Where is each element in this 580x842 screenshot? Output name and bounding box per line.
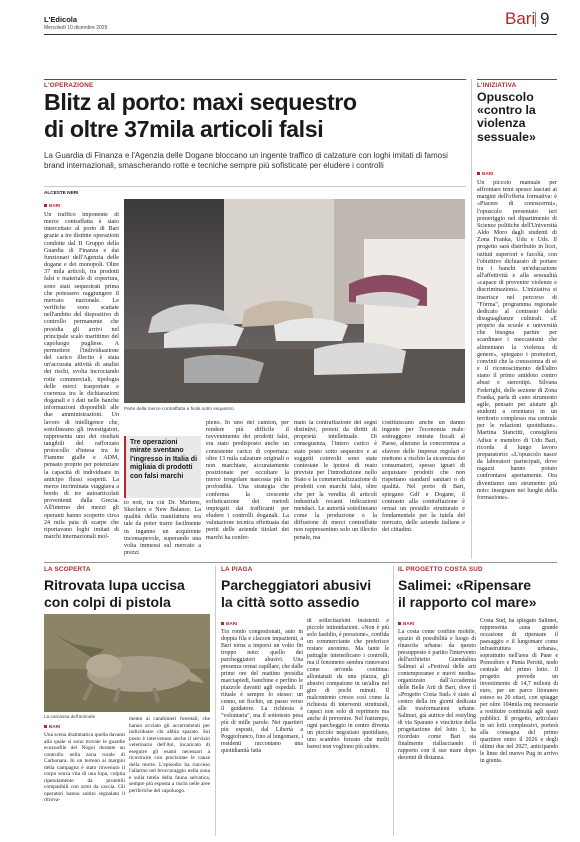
salimei-section-label: IL PROGETTO COSTA SUD <box>398 566 483 573</box>
masthead-divider <box>535 12 536 27</box>
sidebar-divider <box>471 79 472 559</box>
salimei-title <box>398 577 557 610</box>
main-headline-line1: Blitz al porto: maxi sequestro <box>44 89 357 115</box>
main-col4: mato la contraffazione dei segni distintivi, proteti da diritti di proprietà intellettuale. Di conseguenza, l'intero carico è stato posto sotto sequestro e ai soggetti coinvolti sono state contestate le ipotesi di reato previste per l'introduzione nello Stato e la commercializzazione di prodotti con marchi falsi, oltre che per la vendita di articoli industriali recanti indicazioni mendaci. Le autorità sottolineano come la produzione e la diffusione di merci contraffatte non rappresentino solo un illecito penale, ma <box>294 420 377 541</box>
sidebar-location: BARI <box>477 171 493 176</box>
main-col1: Un traffico imponente di merce contraffatta è stato intercettato al porto di Bari grazie a tre distinte operazioni condotte dal II Gruppo della Guardia di Finanza e dai funzionari dell'Agenzia delle dogane e dei monopoli. Oltre 37 mila articoli, tra prodotti falsi e materiale di copertura, sono stati sequestrati prima che potessero raggiungere il mercato nazionale. Le verifiche sono scattate nell'ambito del dispositivo di controllo permanente che presidia gli arrivi nel principale scalo marittimo del capoluogo pugliese. A permettere l'individuazione del carico illecito è stata un'accurata attività di analisi dei rischi, svolta incrociando rotte commerciali, tipologia delle merci trasportate e coerenza tra le dichiarazioni doganali e i dati nelle banche informazioni disponibili alle due amministrazioni. Un lavoro di intelligence che, sottolineano gli investigatori, rappresenta uno dei risultati tangibili del rafforzato protocollo d'intesa tra le Fiamme gialle e ADM, pensato proprio per potenziare la capacità di individuare in anticipo flussi sospetti. La merce incriminata viaggiava a bordo di tre autoarticolati provenienti dalla Grecia. All'interno dei mezzi gli operanti hanno scoperto circa 24 mila paia di scarpe che riportavano loghi imitati di marchi internazionali mol- <box>44 212 119 541</box>
masthead-city: Bari <box>505 9 536 28</box>
summary-rule <box>44 186 466 187</box>
parking-location: BARI <box>221 621 237 626</box>
salimei-title-line2: il rapporto col mare» <box>398 593 537 610</box>
main-col5: costituiscano anche un danno ingente per l'economia reale: sottraggono entrate fiscali al Paese, alterano la concorrenza a sfavore delle imprese regolari e mettono a rischio la sicurezza dei consumatori, spesso ignari di acquistare prodotti che non rispettano standard sanitari o di qualità. Nel porto di Bari, spiegano Gdf e Dogane, il contrasto alla contraffazione è ormai un presidio strutturato e fondamentale per la tutela del mercato, delle aziende italiane e dei cittadini. <box>382 420 465 534</box>
parking-col1: Tra rondo congestionati, auto in doppia fila e clacson impazienti, a Bari torna a imporsi un volto fin troppo noto: quello dei parcheggiatori abusivi. Una presenza ormai capillare, che dalle prime ore del mattino presidia marciapiedi, banchine e perfino le piazzole davanti agli ospedali. Il rituale è sempre lo stesso: un cenno, un fischio, un passo verso il guidatore. La richiesta è "volontaria", ma il sottotesto pesa più di mille parole. Nei quartieri più esposti, dal Libertà a Poggiofranco, fino al lungomare, i residenti raccontano una quotidianità fatta <box>221 629 303 754</box>
wolf-photo-image <box>44 614 210 712</box>
sidebar-section-label: L'INIZIATIVA <box>477 79 557 89</box>
parking-col2: di sollecitazioni insistenti e piccole intimidazioni. «Non è più solo fastidio, è pressione», confida un commerciante che preferisce restare anonimo. Ma tante le pattuglie intensificano i controlli, ma il fenomeno sembra rinnovarsi come un'onda continua: allontanati da una piazza, gli abusivi compaiono in un'altra nel giro di pochi minuti. Il malcontento cresce così come la richiesta di interventi strutturali, capaci non solo di reprimere ma anche di prevenire. Nel frattempo, ogni parcheggio in centro diventa un piccolo negoziato quotidiano, uno scambio forzato che molti baresi non vogliono più subire. <box>307 618 389 750</box>
bottom-divider-2 <box>393 566 394 836</box>
sidebar-body: Un piccolo manuale per affrontare temi spesso lasciati ai margini dell'offerta formativa: è «Piacere di conoscermi», l'opuscolo presentato ieri pomeriggio nel dipartimento di Scienze politiche dell'Università Aldo Moro dagli studenti di Zona Franka, Udu e Uds. Il progetto sarà distribuito in licei, istituti superiori e facoltà, con l'obiettivo dichiarato di portare tra i banchi un'educazione all'affettività e alla sessualità «capace di prevenire violenze e discriminazioni». L'iniziativa si inserisce nel percorso di "Fòrma", programma regionale dedicato al contrasto delle disuguaglianze culturali. «È proprio da scuole e università che bisogna partire per scardinare i meccanismi che alimentano la violenza di genere», spiegano i promotori, convinti che la conoscenza di sé e il riconoscimento dell'altro siano il primo antidoto contro abusi e stereotipi. Silvana Federighi, delle sezione di Zona Franka, parla di «uno strumento agile, pensato per aiutare gli studenti a orientarsi in un territorio complesso ma centrale per le relazioni quotidiane». Martina Stancitti, consigliera Adisu e membro di Udu Bari, ricorda il lungo lavoro preparatorio: «L'opuscolo nasce da laboratori partecipati, dove ragazzi hanno potuto confrontarsi apertamente. Ora diventiamo uno strumento più noto: insegnare nei luoghi della formazione». <box>477 180 557 501</box>
main-pullquote-box <box>124 436 201 498</box>
wolf-photo <box>44 614 210 712</box>
main-location: BARI <box>44 203 60 208</box>
main-headline <box>44 89 466 143</box>
main-pullquote: Tre operazioni mirate sventano l'ingresso in Italia di migliaia di prodotti con falsi marchi <box>130 439 198 480</box>
masthead-paper-name: L'Edicola <box>44 15 78 24</box>
wolf-photo-caption: La carcassa dell'animale <box>44 714 96 719</box>
wolf-col2: mento ai carabinieri forestali, che hanno avviato gli accertamenti per individuare chi abbia sparato. Sul posto è intervenuto anche il servizio veterinario dell'Asl, incaricato di eseguire gli esami necessari a ricostruire con precisione le cause della morte. L'episodio ha riacceso l'allarme nel broccoraggio nella zona e sulla tutela della fauna selvatica, sempre più esposta a rischi nelle aree periferiche del capoluogo. <box>129 716 210 794</box>
main-author: ALCESTE NERI <box>44 190 79 195</box>
salimei-col1: La costa come confine mobile, spazio di possibilità e luogo di rinascita urbana: da questo presupposto è partito l'intervento dell'architetto Guendalina Salimei al «Festival delle arti contemporanee e nuovi media» organizzato dall'Accademia delle Belle Arti di Bari, dove il «Progetto Costa Sud» è stato al centro della tre giorni dedicata alle trasformazioni urbane. Salimei, già autrice del restyling di via Sparano e vincitrice della progettazione del lotto 1, ha ricordato come Bari sia finalmente riallacciando il rapporto con il suo mare dopo decenni di distanza. <box>398 629 476 761</box>
parking-title-line2: la città sotto assedio <box>221 593 360 610</box>
main-photo-caption: Parte della merce contraffatta e finita sotto sequestro <box>124 406 234 411</box>
main-summary: La Guardia di Finanza e l'Agenzia delle Dogane bloccano un ingente traffico di calzature con loghi imitati di famosi brand internazionali, smascherando rotte e tecniche sempre più sofisticate per eludere i controlli <box>44 151 448 170</box>
salimei-title-line1: Salimei: «Ripensare <box>398 577 532 593</box>
bottom-divider-1 <box>215 566 216 836</box>
main-section-label: L'OPERAZIONE <box>44 79 466 89</box>
sneakers-photo-image <box>124 199 465 403</box>
bottom-separator <box>44 562 557 563</box>
main-photo <box>124 199 465 403</box>
main-headline-line2: di oltre 37mila articoli falsi <box>44 116 324 142</box>
wolf-title: Ritrovata lupa uccisa con colpi di pistola <box>44 577 185 610</box>
wolf-section-label: LA SCOPERTA <box>44 566 91 573</box>
salimei-location: BARI <box>398 621 414 626</box>
wolf-col1: Una scena drammatica quella davanti alla quale si sono trovate le guardie ecozoofile del Nogoi durante un controllo nella zona rurale di Carbonara. In un terreno ai margini della campagna è stato rinvenuto il corpo senza vita di una lupa, colpita ripetutamente da proiettili compatibili con armi da caccia. Gli operatori hanno subito segnalato il ritrova- <box>44 732 125 803</box>
page-number: 9 <box>540 9 550 28</box>
parking-section-label: LA PIAGA <box>221 566 253 573</box>
main-col3: pieno. In uno dei camion, per rendere più difficile il ravvenimento dei prodotti falsi, era stato predisposto anche un consistente carico di copertura: oltre 13 mila calzature originali o non marchiate, accuratamente posizionate per occultare la merce irregolare nascosta più in profondità. Una strategia che conferma la crescente sofisticazione dei metodi impiegati dai trafficanti per eludere i controlli doganali. La valutazione tecnica effettuata dai periti delle aziende titolari dei marchi ha confer- <box>206 420 289 541</box>
masthead-date: Mercoledì 10 dicembre 2025 <box>44 25 108 31</box>
main-col2: to noti, tra cui Dr. Martens, Skechers e New Balance. La qualità della manifattura era tale da poter trarre facilmente in inganno un acquirente inconsapevole, superando una volta immessi sul mercato a prezzi <box>124 500 201 556</box>
sidebar-title: Opuscolo «contro la violenza sessuale» <box>477 90 536 144</box>
salimei-col2: Costa Sud, ha spiegato Salimei, rappresenta «una grande occasione di ripensare il paesaggio e il lungomare come infrastruttura urbana», soprattutto nell'area di Pane e Pomodoro e Punta Perotti, nodo centrale del primo lotto. Il progetto prevede un investimento di 14,7 milioni di euro, per un parco litoraneo esteso su 20 ettari, con spiagge per oltre 104mila mq necessarie a restituire continuità agli spazi pubblici. Il progetto, articolato in sei lotti complessivi, porterà alla consegna del primo quartiere entro il 2026 e degli ultimi due nel 2027, anticipando le linee del nuovo Pug in arrivo in giunta. <box>480 618 558 764</box>
wolf-location: BARI <box>44 724 60 729</box>
masthead-rule <box>44 34 557 35</box>
parking-title-line1: Parcheggiatori abusivi <box>221 577 372 593</box>
parking-title <box>221 577 386 610</box>
